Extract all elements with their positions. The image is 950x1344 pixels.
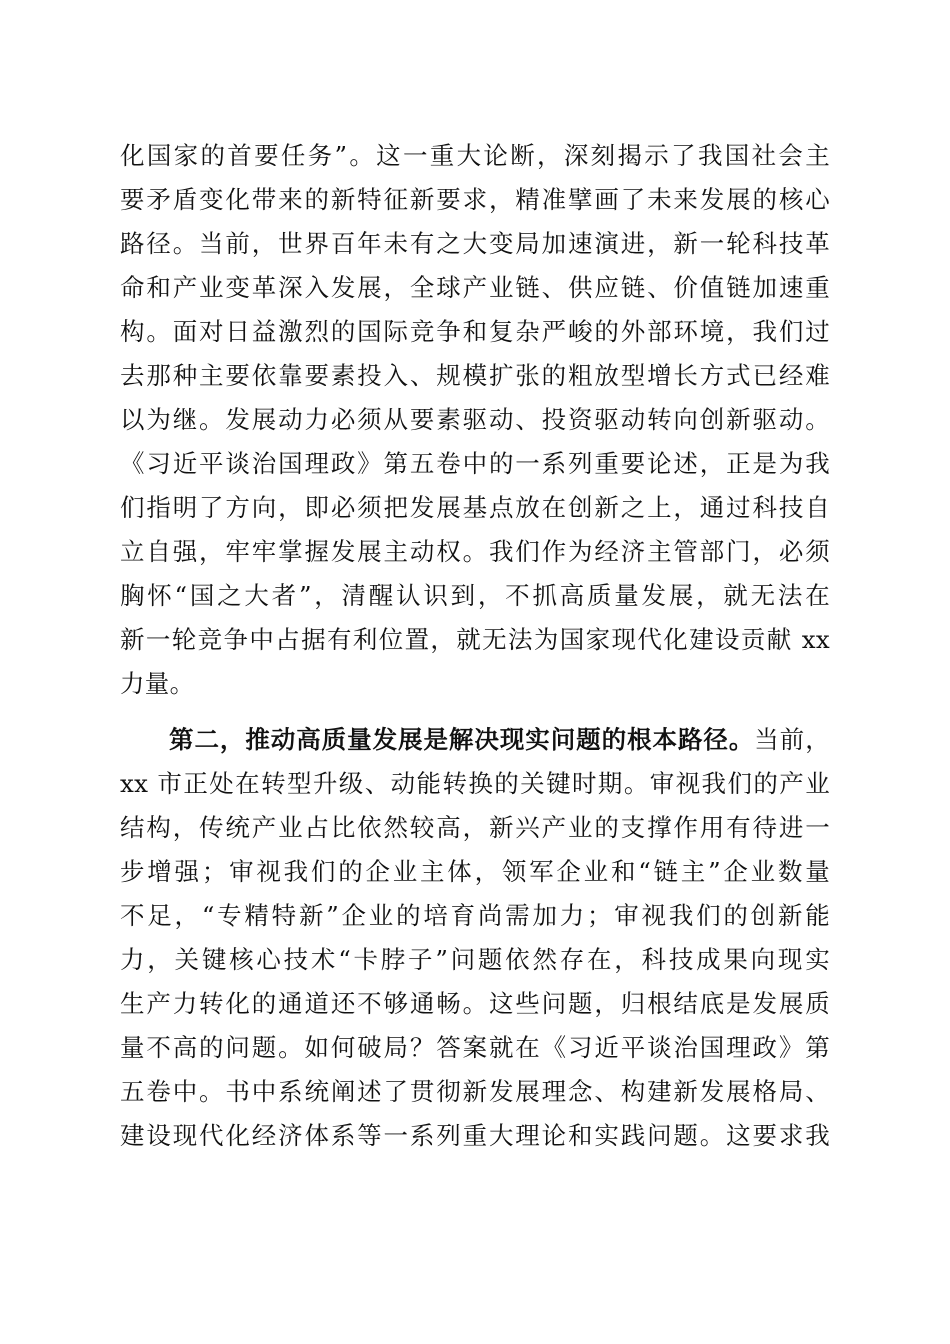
text-line: 力量。 bbox=[120, 669, 195, 698]
text-line: 结构，传统产业占比依然较高，新兴产业的支撑作用有待进一 bbox=[120, 813, 830, 842]
text-line: 《习近平谈治国理政》第五卷中的一系列重要论述，正是为我 bbox=[120, 449, 830, 478]
text-line: 路径。当前，世界百年未有之大变局加速演进，新一轮科技革 bbox=[120, 229, 830, 258]
text-line: 胸怀“国之大者”，清醒认识到，不抓高质量发展，就无法在 bbox=[120, 581, 830, 610]
text-line: 以为继。发展动力必须从要素驱动、投资驱动转向创新驱动。 bbox=[120, 405, 830, 434]
text-run: 当前， bbox=[754, 725, 830, 754]
text-line: 生产力转化的通道还不够通畅。这些问题，归根结底是发展质 bbox=[120, 989, 830, 1018]
text-line: 命和产业变革深入发展，全球产业链、供应链、价值链加速重 bbox=[120, 273, 830, 302]
text-line: 五卷中。书中系统阐述了贯彻新发展理念、构建新发展格局、 bbox=[120, 1077, 830, 1106]
text-line: 化国家的首要任务”。这一重大论断，深刻揭示了我国社会主 bbox=[120, 141, 830, 170]
text-line: 不足，“专精特新”企业的培育尚需加力；审视我们的创新能 bbox=[120, 901, 830, 930]
text-line: 力，关键核心技术“卡脖子”问题依然存在，科技成果向现实 bbox=[120, 945, 830, 974]
text-line: 构。面对日益激烈的国际竞争和复杂严峻的外部环境，我们过 bbox=[120, 317, 830, 346]
text-line: 建设现代化经济体系等一系列重大理论和实践问题。这要求我 bbox=[120, 1121, 830, 1150]
paragraph-1 bbox=[120, 134, 830, 706]
paragraph-heading: 第二，推动高质量发展是解决现实问题的根本路径。 bbox=[169, 725, 755, 754]
text-line: 新一轮竞争中占据有利位置，就无法为国家现代化建设贡献 xx bbox=[120, 625, 830, 654]
text-line: 去那种主要依靠要素投入、规模扩张的粗放型增长方式已经难 bbox=[120, 361, 830, 390]
paragraph-2 bbox=[120, 718, 830, 1158]
text-line: 立自强，牢牢掌握发展主动权。我们作为经济主管部门，必须 bbox=[120, 537, 830, 566]
paragraph-2-first-line bbox=[120, 718, 830, 762]
text-line: 们指明了方向，即必须把发展基点放在创新之上，通过科技自 bbox=[120, 493, 830, 522]
text-line: 量不高的问题。如何破局？答案就在《习近平谈治国理政》第 bbox=[120, 1033, 830, 1062]
text-line: xx 市正处在转型升级、动能转换的关键时期。审视我们的产业 bbox=[120, 769, 830, 798]
text-line: 步增强；审视我们的企业主体，领军企业和“链主”企业数量 bbox=[120, 857, 830, 886]
text-line: 要矛盾变化带来的新特征新要求，精准擘画了未来发展的核心 bbox=[120, 185, 830, 214]
